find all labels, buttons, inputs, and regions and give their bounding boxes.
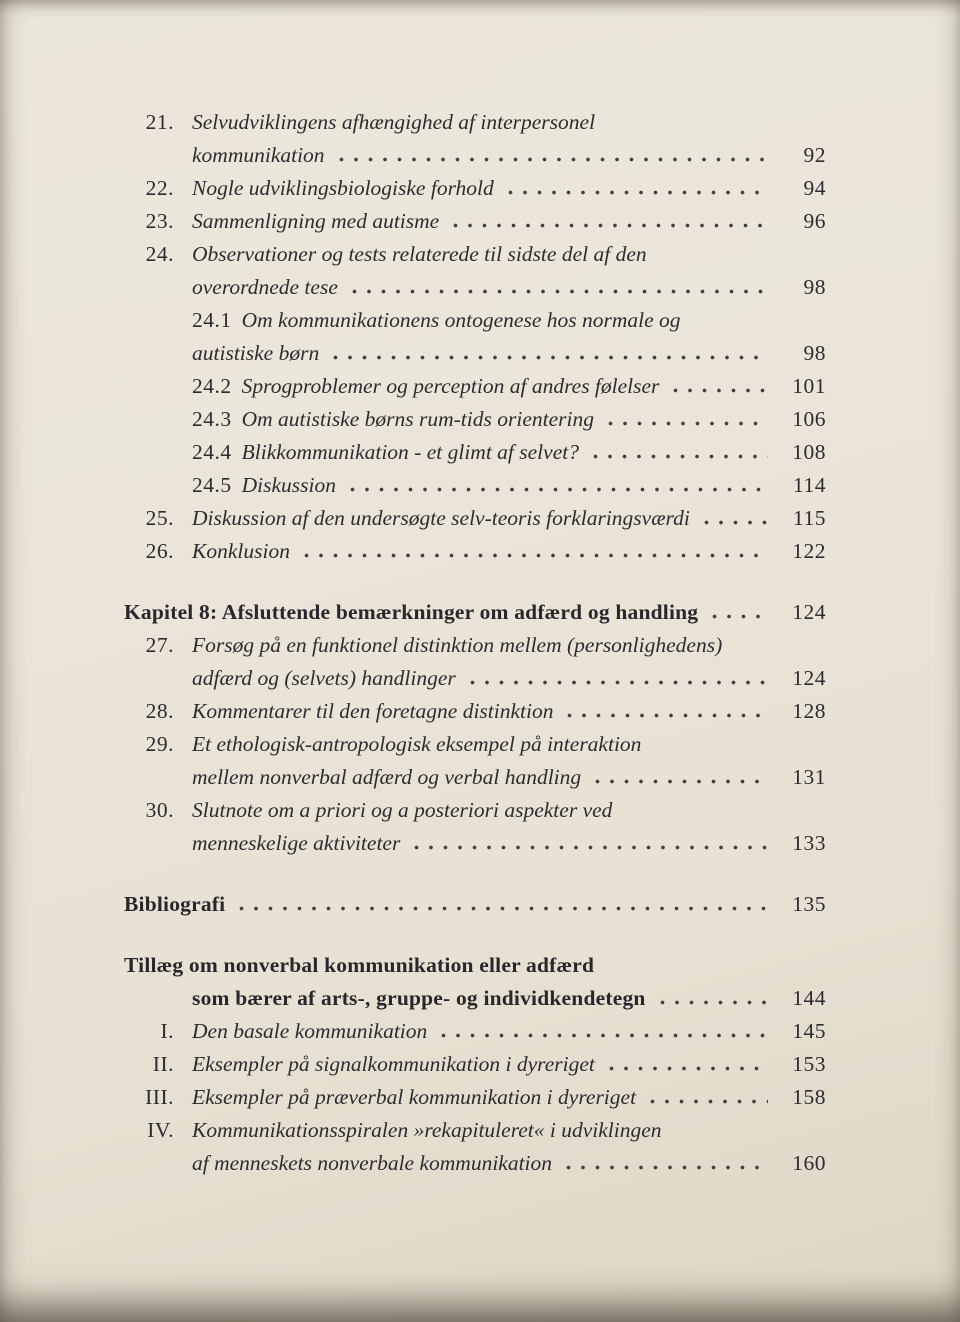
page-number: 98 (803, 341, 826, 365)
page-number: 153 (792, 1052, 826, 1076)
dot-leader (673, 388, 768, 393)
toc-row (124, 662, 826, 695)
entry-number: II. (152, 1052, 174, 1076)
toc-row (124, 629, 826, 662)
page-number: 108 (792, 440, 826, 464)
toc-row (124, 827, 826, 860)
page-number: 135 (792, 892, 826, 916)
entry-text: Kapitel 8: Afsluttende bemærkninger om adfærd og handling (124, 600, 699, 624)
entry-number: III. (145, 1085, 174, 1109)
entry-text: Kommentarer til den foretagne distinktion (192, 699, 554, 723)
dot-leader (350, 487, 768, 492)
toc-row (124, 728, 826, 761)
dot-leader (339, 157, 768, 162)
dot-leader (453, 223, 768, 228)
page-number: 124 (792, 666, 826, 690)
toc-row (124, 172, 826, 205)
page-number: 101 (792, 374, 826, 398)
subentry-number: 24.3 (192, 407, 232, 431)
dot-leader (239, 906, 768, 911)
dot-leader (333, 355, 768, 360)
entry-text: Kommunikationsspiralen »rekapituleret« i udviklingen (192, 1118, 662, 1142)
toc-row (124, 271, 826, 304)
entry-number: 21. (145, 110, 174, 134)
toc-row (124, 1048, 826, 1081)
entry-number: 23. (145, 209, 174, 233)
entry-text: Selvudviklingens afhængighed af interpersonel (192, 110, 596, 134)
dot-leader (660, 1000, 768, 1005)
entry-number: 22. (145, 176, 174, 200)
toc-row (124, 794, 826, 827)
dot-leader (593, 454, 768, 459)
entry-text: Tillæg om nonverbal kommunikation eller adfærd (124, 953, 595, 977)
toc-row (124, 888, 826, 921)
toc-row (124, 502, 826, 535)
toc-row (124, 1147, 826, 1180)
entry-text: Konklusion (192, 539, 290, 563)
toc-row (124, 139, 826, 172)
page-number: 122 (792, 539, 826, 563)
entry-text: Observationer og tests relaterede til sidste del af den (192, 242, 647, 266)
page-number: 145 (792, 1019, 826, 1043)
toc-row (124, 469, 826, 502)
dot-leader (595, 779, 768, 784)
toc-row (124, 535, 826, 568)
entry-text: Sammenligning med autisme (192, 209, 440, 233)
dot-leader (414, 845, 768, 850)
toc-row (124, 982, 826, 1015)
entry-text: Diskussion (241, 473, 336, 497)
entry-number: 29. (145, 732, 174, 756)
toc-row (124, 205, 826, 238)
dot-leader (609, 1066, 768, 1071)
entry-text: overordnede tese (192, 275, 338, 299)
entry-text: Den basale kommunikation (192, 1019, 428, 1043)
page-number: 128 (792, 699, 826, 723)
entry-text: Blikkommunikation - et glimt af selvet? (241, 440, 579, 464)
page-number: 133 (792, 831, 826, 855)
entry-text: mellem nonverbal adfærd og verbal handling (192, 765, 582, 789)
entry-text: Forsøg på en funktionel distinktion mellem (personlighedens) (192, 633, 723, 657)
page-number: 92 (803, 143, 826, 167)
entry-text: adfærd og (selvets) handlinger (192, 666, 456, 690)
page-number: 144 (792, 986, 826, 1010)
page-number: 158 (792, 1085, 826, 1109)
dot-leader (470, 680, 768, 685)
toc-row (124, 949, 826, 982)
entry-text: Nogle udviklingsbiologiske forhold (192, 176, 494, 200)
toc-row (124, 238, 826, 271)
dot-leader (704, 520, 768, 525)
toc-row (124, 337, 826, 370)
entry-number: 27. (145, 633, 174, 657)
dot-leader (508, 190, 768, 195)
subentry-number: 24.4 (192, 440, 232, 464)
page-number: 160 (792, 1151, 826, 1175)
entry-text: Et ethologisk-antropologisk eksempel på interaktion (192, 732, 642, 756)
toc-row (124, 370, 826, 403)
toc-row (124, 695, 826, 728)
entry-text: menneskelige aktiviteter (192, 831, 401, 855)
subentry-number: 24.5 (192, 473, 232, 497)
subentry-number: 24.2 (192, 374, 232, 398)
entry-text: af menneskets nonverbale kommunikation (192, 1151, 553, 1175)
toc-row (124, 106, 826, 139)
toc-row (124, 1114, 826, 1147)
toc-row (124, 761, 826, 794)
entry-number: IV. (147, 1118, 174, 1142)
page-number: 131 (792, 765, 826, 789)
page-number: 124 (792, 600, 826, 624)
toc-row (124, 596, 826, 629)
entry-text: Eksempler på signalkommunikation i dyreriget (192, 1052, 595, 1076)
toc-row (124, 304, 826, 337)
toc-row (124, 403, 826, 436)
entry-text: Bibliografi (124, 892, 226, 916)
subentry-number: 24.1 (192, 308, 232, 332)
page-number: 98 (803, 275, 826, 299)
entry-number: 30. (145, 798, 174, 822)
dot-leader (441, 1033, 768, 1038)
entry-number: 24. (145, 242, 174, 266)
entry-text: autistiske børn (192, 341, 320, 365)
dot-leader (352, 289, 768, 294)
toc-row (124, 436, 826, 469)
toc-row (124, 1015, 826, 1048)
toc-row (124, 1081, 826, 1114)
entry-text: som bærer af arts-, gruppe- og individkendetegn (192, 986, 646, 1010)
entry-number: I. (160, 1019, 174, 1043)
page-number: 106 (792, 407, 826, 431)
entry-text: Om kommunikationens ontogenese hos normale og (241, 308, 681, 332)
entry-text: Sprogproblemer og perception af andres følelser (241, 374, 660, 398)
entry-number: 26. (145, 539, 174, 563)
entry-number: 28. (145, 699, 174, 723)
dot-leader (304, 553, 768, 558)
entry-text: Eksempler på præverbal kommunikation i dyreriget (192, 1085, 637, 1109)
dot-leader (712, 614, 768, 619)
dot-leader (650, 1099, 768, 1104)
page-number: 115 (793, 506, 826, 530)
dot-leader (566, 1165, 768, 1170)
entry-text: Slutnote om a priori og a posteriori aspekter ved (192, 798, 613, 822)
dot-leader (608, 421, 768, 426)
page-number: 94 (803, 176, 826, 200)
entry-text: Diskussion af den undersøgte selv-teoris forklaringsværdi (192, 506, 690, 530)
page-number: 114 (793, 473, 826, 497)
entry-number: 25. (145, 506, 174, 530)
entry-text: kommunikation (192, 143, 325, 167)
page-number: 96 (803, 209, 826, 233)
dot-leader (567, 713, 768, 718)
toc-list (124, 0, 826, 1180)
entry-text: Om autistiske børns rum-tids orientering (241, 407, 594, 431)
